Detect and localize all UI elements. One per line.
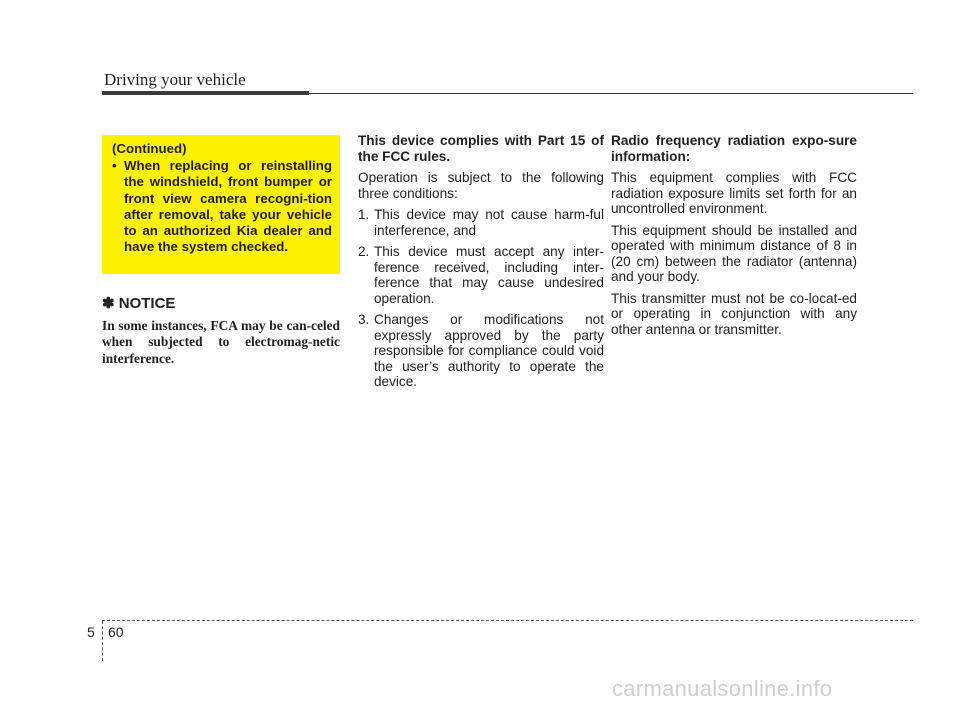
footer-dashed-rule (102, 620, 913, 621)
list-item-number: 2. (358, 244, 370, 259)
warning-continued-label: (Continued) (112, 141, 187, 156)
fcc-intro: Operation is subject to the following three conditions: (358, 170, 604, 201)
list-item (358, 244, 604, 306)
list-item (358, 207, 604, 238)
header-rule-thick (102, 91, 309, 95)
fcc-conditions-list (358, 207, 604, 390)
list-item-number: 3. (358, 312, 370, 327)
rf-paragraph: This equipment complies with FCC radiation exposure limits set forth for an uncontrolled environment. (611, 170, 857, 216)
section-title: Driving your vehicle (104, 70, 246, 89)
page-number: 60 (108, 624, 124, 640)
bullet-icon: • (112, 158, 117, 174)
list-item-number: 1. (358, 207, 370, 222)
rf-paragraph: This equipment should be installed and operated with minimum distance of 8 in (20 cm) between the radiator (antenna) and your body. (611, 222, 857, 284)
notice-body: In some instances, FCA may be can-celed when subjected to electromag-netic interference. (102, 318, 340, 366)
rf-column (611, 133, 857, 343)
footer-dashed-divider (102, 621, 103, 661)
warning-box (102, 135, 340, 274)
list-item-text: This device may not cause harm-ful interference, and (374, 207, 604, 238)
list-item-text: Changes or modifications not expressly approved by the party responsible for compliance could void the user’s authority to operate the device. (374, 312, 604, 389)
list-item-text: This device must accept any inter-ference received, including inter-ference that may cause undesired operation. (374, 244, 604, 306)
list-item (358, 312, 604, 390)
watermark: carmanualsonline.info (612, 676, 833, 701)
chapter-number: 5 (87, 624, 95, 640)
notice-heading: ✽ NOTICE (102, 295, 176, 312)
rf-heading: Radio frequency radiation expo-sure information: (611, 133, 857, 164)
warning-bullet-text: When replacing or reinstalling the windshield, front bumper or front view camera recogni-tion after removal, take your vehicle to an authorized Kia dealer and have the system checked. (124, 158, 332, 255)
fcc-column (358, 133, 604, 396)
header-rule-thin (309, 93, 913, 94)
rf-paragraph: This transmitter must not be co-locat-ed or operating in conjunction with any other antenna or transmitter. (611, 290, 857, 337)
fcc-heading: This device complies with Part 15 of the FCC rules. (358, 133, 604, 164)
warning-bullet-item (112, 158, 332, 255)
